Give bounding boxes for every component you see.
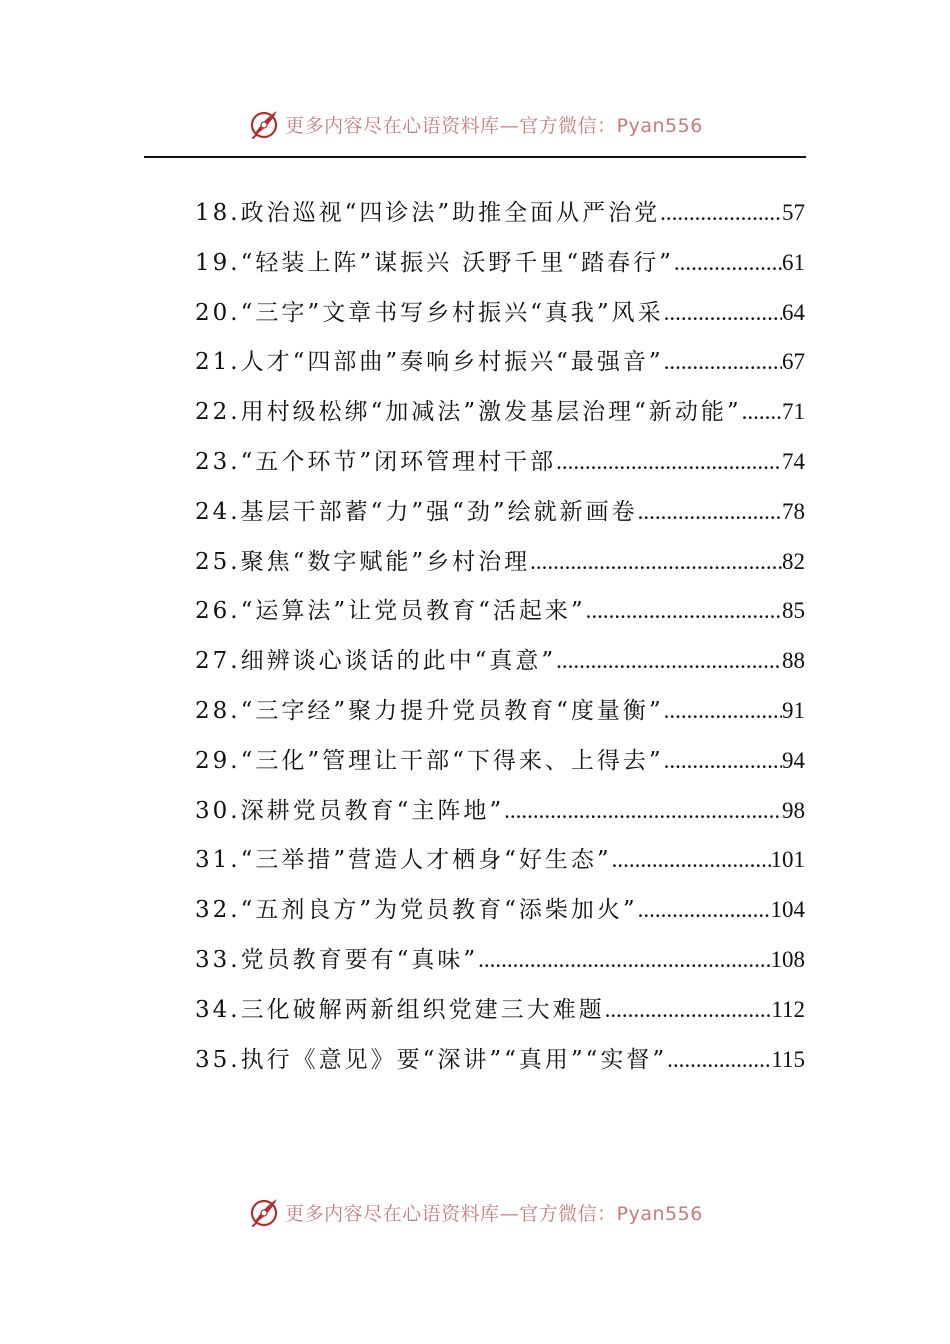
toc-entry-page-number: 88 bbox=[782, 648, 805, 674]
toc-entry[interactable] bbox=[195, 188, 805, 238]
toc-entry-page-number: 94 bbox=[782, 747, 805, 773]
toc-dot-leader bbox=[530, 537, 782, 587]
footer-banner-label: 更多内容尽在心语资料库—官方微信： bbox=[285, 1202, 617, 1225]
footer-banner-content bbox=[247, 1195, 703, 1229]
toc-dot-leader bbox=[667, 1035, 771, 1085]
toc-entry-title: 27.细辨谈心谈话的此中“真意” bbox=[195, 648, 557, 675]
toc-dot-leader bbox=[664, 736, 782, 786]
toc-entry-title: 25.聚焦“数字赋能”乡村治理 bbox=[195, 548, 531, 575]
toc-entry[interactable] bbox=[195, 835, 805, 885]
toc-entry[interactable] bbox=[195, 586, 805, 636]
table-of-contents bbox=[195, 188, 805, 1084]
toc-entry[interactable] bbox=[195, 238, 805, 288]
toc-entry-page-number: 108 bbox=[770, 946, 805, 972]
toc-dot-leader bbox=[664, 686, 782, 736]
toc-entry-title: 33.党员教育要有“真味” bbox=[195, 946, 479, 973]
toc-entry[interactable] bbox=[195, 736, 805, 786]
toc-dot-leader bbox=[478, 935, 770, 985]
toc-dot-leader bbox=[664, 288, 782, 338]
toc-entry-page-number: 61 bbox=[782, 249, 805, 275]
header-banner-label: 更多内容尽在心语资料库—官方微信： bbox=[285, 114, 617, 137]
toc-entry[interactable] bbox=[195, 337, 805, 387]
toc-dot-leader bbox=[674, 238, 782, 288]
toc-entry-title: 29.“三化”管理让干部“下得来、上得去” bbox=[195, 747, 664, 774]
footer-banner-text bbox=[285, 1199, 703, 1226]
toc-entry-page-number: 82 bbox=[782, 548, 805, 574]
toc-entry[interactable] bbox=[195, 1035, 805, 1085]
toc-entry[interactable] bbox=[195, 686, 805, 736]
toc-entry[interactable] bbox=[195, 885, 805, 935]
toc-entry-page-number: 67 bbox=[782, 349, 805, 375]
toc-entry-page-number: 98 bbox=[782, 797, 805, 823]
toc-dot-leader bbox=[742, 387, 782, 437]
toc-entry-page-number: 57 bbox=[782, 200, 805, 225]
toc-entry-title: 22.用村级松绑“加减法”激发基层治理“新动能” bbox=[195, 399, 742, 426]
toc-entry-title: 26.“运算法”让党员教育“活起来” bbox=[195, 598, 586, 625]
header-wechat-id: Pyan556 bbox=[616, 114, 703, 137]
toc-dot-leader bbox=[638, 487, 782, 537]
toc-entry-page-number: 78 bbox=[782, 498, 805, 524]
quill-logo-icon bbox=[247, 1195, 281, 1229]
toc-entry[interactable] bbox=[195, 786, 805, 836]
footer-wechat-id: Pyan556 bbox=[616, 1202, 703, 1225]
toc-dot-leader bbox=[660, 188, 782, 238]
toc-entry[interactable] bbox=[195, 437, 805, 487]
toc-dot-leader bbox=[638, 885, 771, 935]
toc-entry-title: 19.“轻装上阵”谋振兴 沃野千里“踏春行” bbox=[195, 249, 674, 276]
toc-entry[interactable] bbox=[195, 636, 805, 686]
toc-dot-leader bbox=[556, 437, 782, 487]
header-banner-content bbox=[247, 107, 703, 141]
toc-entry-title: 35.执行《意见》要“深讲”“真用”“实督” bbox=[195, 1046, 668, 1073]
toc-entry-page-number: 115 bbox=[771, 1046, 805, 1072]
toc-entry-page-number: 104 bbox=[770, 897, 805, 923]
toc-entry-title: 31.“三举措”营造人才栖身“好生态” bbox=[195, 847, 612, 874]
toc-entry-page-number: 74 bbox=[782, 448, 805, 474]
toc-dot-leader bbox=[605, 985, 772, 1035]
toc-entry-page-number: 91 bbox=[782, 697, 805, 723]
toc-entry-page-number: 71 bbox=[782, 399, 805, 425]
toc-entry-page-number: 101 bbox=[770, 847, 805, 873]
toc-entry-page-number: 112 bbox=[771, 996, 805, 1022]
toc-entry-title: 28.“三字经”聚力提升党员教育“度量衡” bbox=[195, 697, 664, 724]
toc-entry-title: 20.“三字”文章书写乡村振兴“真我”风采 bbox=[195, 299, 664, 326]
toc-entry[interactable] bbox=[195, 288, 805, 338]
toc-entry[interactable] bbox=[195, 487, 805, 537]
header-banner bbox=[0, 104, 950, 144]
header-divider bbox=[144, 156, 806, 158]
header-banner-text bbox=[285, 111, 703, 138]
toc-entry-title: 18.政治巡视“四诊法”助推全面从严治党 bbox=[195, 200, 661, 226]
toc-entry-title: 34.三化破解两新组织党建三大难题 bbox=[195, 996, 605, 1023]
toc-entry-page-number: 85 bbox=[782, 598, 805, 624]
toc-entry[interactable] bbox=[195, 387, 805, 437]
toc-entry[interactable] bbox=[195, 985, 805, 1035]
toc-entry-title: 24.基层干部蓄“力”强“劲”绘就新画卷 bbox=[195, 498, 638, 525]
toc-dot-leader bbox=[504, 786, 782, 836]
toc-entry[interactable] bbox=[195, 537, 805, 587]
footer-banner bbox=[0, 1192, 950, 1232]
toc-dot-leader bbox=[556, 636, 782, 686]
toc-entry-title: 32.“五剂良方”为党员教育“添柴加火” bbox=[195, 897, 638, 924]
toc-dot-leader bbox=[612, 835, 771, 885]
toc-entry-title: 21.人才“四部曲”奏响乡村振兴“最强音” bbox=[195, 349, 664, 376]
toc-dot-leader bbox=[664, 337, 782, 387]
toc-entry-title: 30.深耕党员教育“主阵地” bbox=[195, 797, 505, 824]
toc-entry[interactable] bbox=[195, 935, 805, 985]
toc-dot-leader bbox=[586, 586, 782, 636]
toc-entry-title: 23.“五个环节”闭环管理村干部 bbox=[195, 448, 557, 475]
quill-logo-icon bbox=[247, 107, 281, 141]
toc-entry-page-number: 64 bbox=[782, 299, 805, 325]
